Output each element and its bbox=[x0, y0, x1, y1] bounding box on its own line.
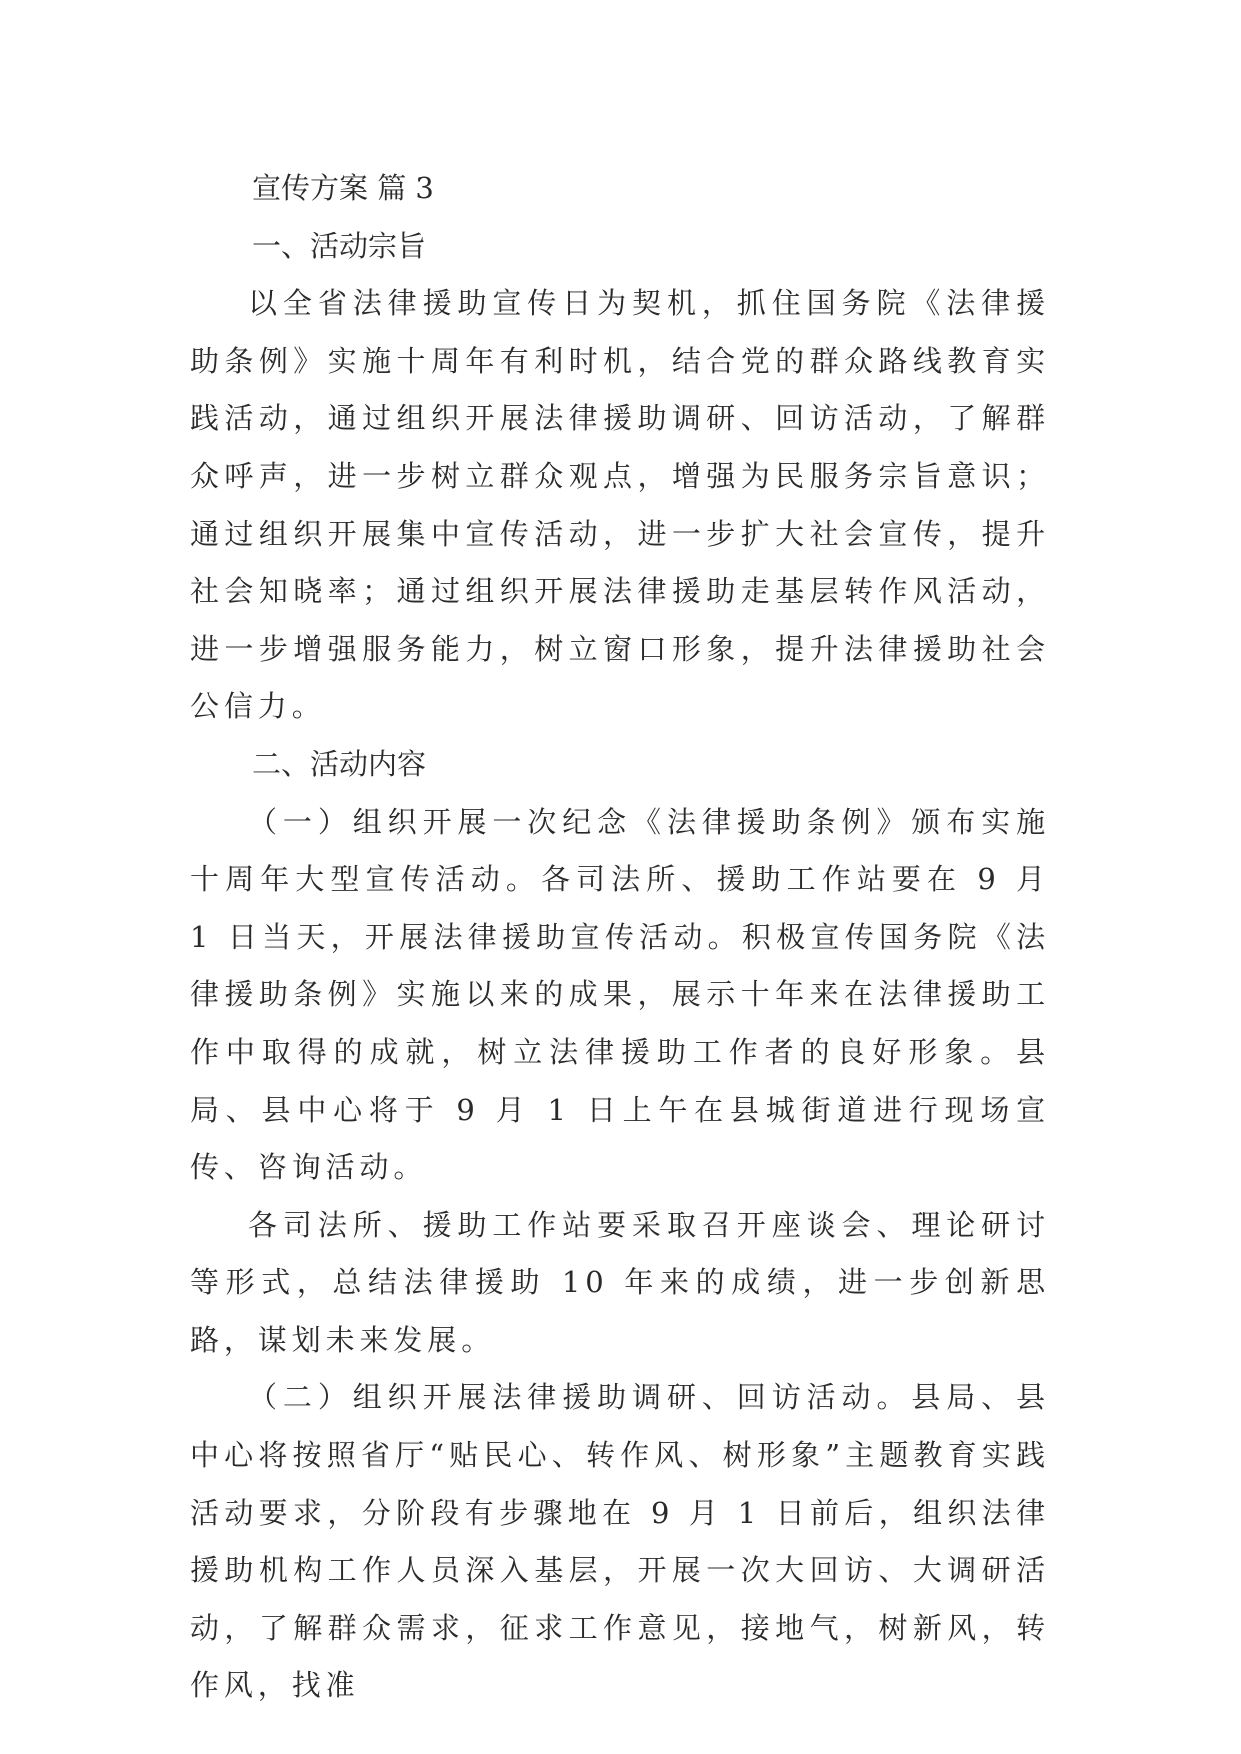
paragraph-item-2: （二）组织开展法律援助调研、回访活动。县局、县中心将按照省厅“贴民心、转作风、树形象”主题教育实践活动要求，分阶段有步骤地在 9 月 1 日前后，组织法律援助机构工作人员深入基层，开展一次大回访、大调研活动，了解群众需求，征求工作意见，接地气，树新风，转作风，找准 bbox=[190, 1380, 1050, 1703]
paragraph-purpose: 以全省法律援助宣传日为契机，抓住国务院《法律援助条例》实施十周年有利时机，结合党的群众路线教育实践活动，通过组织开展法律援助调研、回访活动，了解群众呼声，进一步树立群众观点，增强为民服务宗旨意识；通过组织开展集中宣传活动，进一步扩大社会宣传，提升社会知晓率；通过组织开展法律援助走基层转作风活动，进一步增强服务能力，树立窗口形象，提升法律援助社会公信力。 bbox=[190, 286, 1050, 724]
section-heading-purpose: 一、活动宗旨 bbox=[252, 228, 427, 263]
paragraph-item-1-followup: 各司法所、援助工作站要采取召开座谈会、理论研讨等形式，总结法律援助 10 年来的成绩，进一步创新思路，谋划未来发展。 bbox=[190, 1207, 1050, 1357]
document-body bbox=[190, 160, 1050, 1715]
paragraph-item-1: （一）组织开展一次纪念《法律援助条例》颁布实施十周年大型宣传活动。各司法所、援助工作站要在 9 月 1 日当天，开展法律援助宣传活动。积极宣传国务院《法律援助条例》实施以来的成果，展示十年来在法律援助工作中取得的成就，树立法律援助工作者的良好形象。县局、县中心将于 9 月 1 日上午在县城街道进行现场宣传、咨询活动。 bbox=[190, 804, 1050, 1185]
section-heading-content: 二、活动内容 bbox=[252, 746, 427, 781]
document-title: 宣传方案 篇 3 bbox=[252, 171, 434, 205]
